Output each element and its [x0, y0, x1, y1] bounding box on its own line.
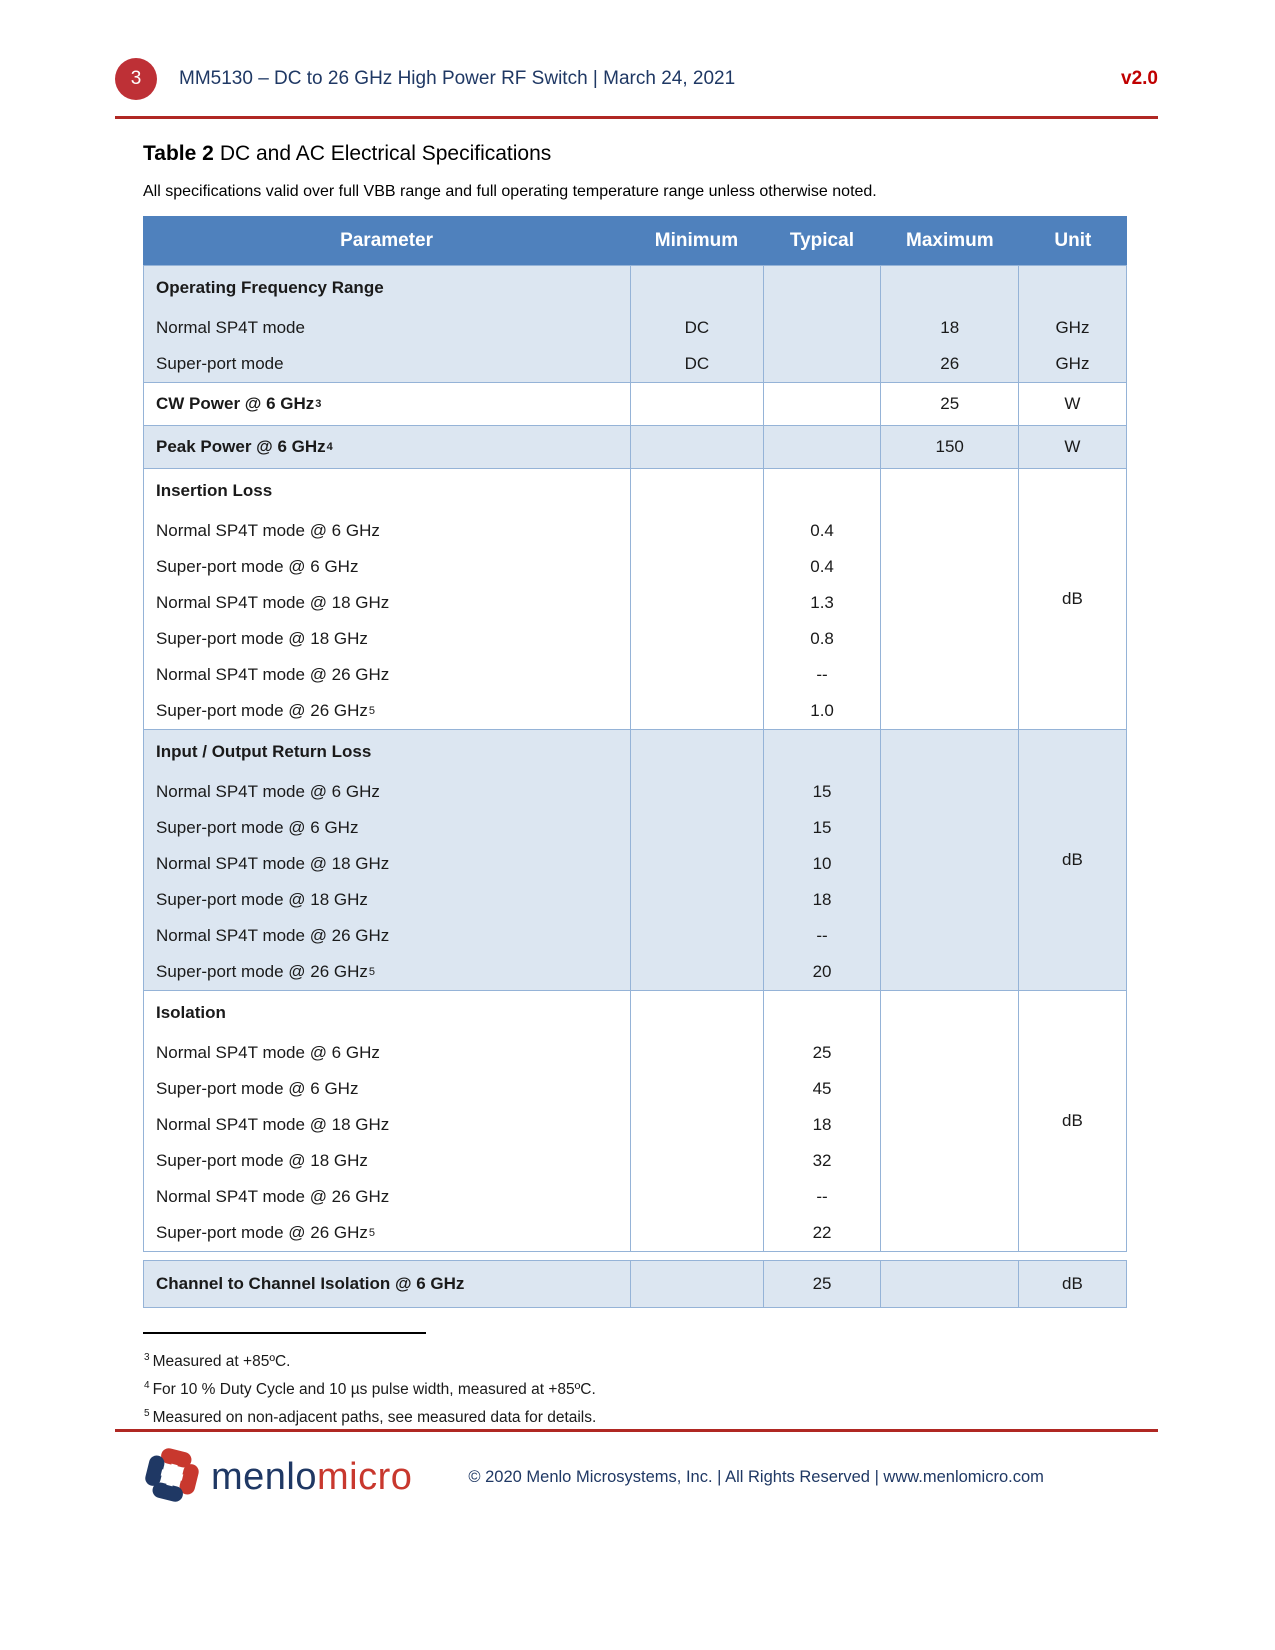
- unit-column: [1018, 991, 1126, 1251]
- parameter-column: [144, 266, 630, 382]
- param-label: [144, 621, 630, 657]
- param-text: Super-port mode @ 6 GHz: [156, 557, 359, 576]
- param-text: Normal SP4T mode @ 26 GHz: [156, 926, 390, 945]
- param-text: Normal SP4T mode @ 26 GHz: [156, 1187, 390, 1206]
- empty-cell: [764, 469, 881, 513]
- typical-value: 18: [812, 890, 832, 909]
- empty-cell: [881, 266, 1017, 310]
- param-label: [144, 346, 630, 382]
- section-insertion-loss: [143, 468, 1127, 730]
- menlo-micro-wordmark: [211, 1456, 412, 1499]
- maximum-value: [880, 1261, 1017, 1307]
- typical-column: [763, 469, 881, 729]
- typical-value: --: [816, 926, 828, 945]
- typical-value: 10: [812, 854, 832, 873]
- minimum-column: [630, 266, 763, 382]
- section-heading-text: Isolation: [156, 1003, 226, 1022]
- param-label: Peak Power @ 6 GHz 4: [156, 437, 333, 456]
- param-label: [144, 310, 630, 346]
- section-isolation: [143, 990, 1127, 1252]
- maximum-value: 18: [940, 318, 960, 337]
- table-title-label: Table 2: [143, 142, 214, 165]
- col-header-typical: Typical: [789, 230, 854, 251]
- param-label: [144, 918, 630, 954]
- param-text: Super-port mode @ 6 GHz: [156, 818, 359, 837]
- param-label: [144, 1071, 630, 1107]
- version-label: v2.0: [1121, 68, 1158, 89]
- param-label: [144, 1179, 630, 1215]
- param-text: Super-port mode: [156, 354, 284, 373]
- unit-column: [1018, 730, 1126, 990]
- unit-value: dB: [1018, 1261, 1126, 1307]
- typical-value: 22: [812, 1223, 832, 1242]
- empty-cell: [631, 266, 763, 310]
- table-subtitle: All specifications valid over full VBB range and full operating temperature range unless otherwise noted.: [143, 183, 877, 200]
- section-operating-frequency-range: [143, 265, 1127, 383]
- footnote-rule: [143, 1332, 426, 1334]
- table-title: [143, 142, 551, 166]
- param-text: Super-port mode @ 18 GHz: [156, 629, 368, 648]
- param-label: [144, 549, 630, 585]
- footnote-4: [143, 1376, 1043, 1404]
- typical-value: 0.4: [810, 557, 834, 576]
- typical-value: 25: [812, 1043, 832, 1062]
- typical-value: 0.8: [810, 629, 834, 648]
- typical-value: [763, 426, 881, 468]
- param-label: [144, 1035, 630, 1071]
- param-label: [144, 882, 630, 918]
- param-text: Normal SP4T mode @ 6 GHz: [156, 782, 380, 801]
- section-heading-text: Operating Frequency Range: [156, 278, 384, 297]
- param-label: [144, 657, 630, 693]
- page-footer: [143, 1446, 1127, 1509]
- param-text: Normal SP4T mode @ 18 GHz: [156, 593, 390, 612]
- typical-value: --: [816, 665, 828, 684]
- param-text: Channel to Channel Isolation @ 6 GHz: [156, 1274, 465, 1293]
- typical-value: 0.4: [810, 521, 834, 540]
- page-number-badge: 3: [115, 58, 157, 100]
- param-text: Normal SP4T mode @ 6 GHz: [156, 1043, 380, 1062]
- param-label: [144, 810, 630, 846]
- copyright-text: © 2020 Menlo Microsystems, Inc. | All Rights Reserved | www.menlomicro.com: [468, 1468, 1044, 1486]
- param-text: Normal SP4T mode: [156, 318, 305, 337]
- unit-value: GHz: [1055, 318, 1090, 337]
- unit-value: GHz: [1055, 354, 1090, 373]
- minimum-column: [630, 991, 763, 1251]
- footnotes: [143, 1332, 1043, 1432]
- section-heading: [144, 266, 630, 310]
- param-label: [144, 585, 630, 621]
- param-label: CW Power @ 6 GHz 3: [156, 394, 322, 413]
- maximum-value: 25: [880, 383, 1017, 425]
- param-text: Peak Power @ 6 GHz: [156, 437, 326, 456]
- footnote-marker: 4: [144, 1379, 150, 1391]
- typical-value: 18: [812, 1115, 832, 1134]
- section-heading: [144, 469, 630, 513]
- footnote-3: [143, 1348, 1043, 1376]
- parameter-column: [144, 469, 630, 729]
- typical-column: [763, 266, 881, 382]
- empty-cell: [1019, 266, 1126, 310]
- row-cw-power: [143, 382, 1127, 426]
- typical-value: 45: [812, 1079, 832, 1098]
- param-label: [144, 1143, 630, 1179]
- param-text: Super-port mode @ 6 GHz: [156, 1079, 359, 1098]
- section-heading-text: Input / Output Return Loss: [156, 742, 372, 761]
- typical-value: 1.0: [810, 701, 834, 720]
- row-peak-power: [143, 425, 1127, 469]
- typical-value: [763, 383, 881, 425]
- empty-cell: [764, 730, 881, 774]
- table-header-row: [143, 216, 1127, 266]
- maximum-column: [880, 991, 1017, 1251]
- minimum-column: [630, 730, 763, 990]
- menlo-micro-logo-icon: [143, 1446, 201, 1509]
- footnote-text: Measured on non-adjacent paths, see measured data for details.: [152, 1409, 597, 1426]
- table-title-text: DC and AC Electrical Specifications: [219, 142, 552, 165]
- col-header-maximum: Maximum: [906, 230, 994, 251]
- typical-value: 1.3: [810, 593, 834, 612]
- document-title: MM5130 – DC to 26 GHz High Power RF Switch | March 24, 2021: [179, 68, 736, 89]
- minimum-value: DC: [684, 318, 710, 337]
- section-heading: [144, 991, 630, 1035]
- section-return-loss: [143, 729, 1127, 991]
- typical-column: [763, 991, 881, 1251]
- col-header-parameter: Parameter: [340, 230, 434, 251]
- minimum-value: DC: [684, 354, 710, 373]
- footer-rule: [115, 1429, 1158, 1432]
- wordmark-micro: micro: [317, 1456, 413, 1498]
- footnote-5: [143, 1404, 1043, 1432]
- param-text: Normal SP4T mode @ 6 GHz: [156, 521, 380, 540]
- header-rule: [115, 116, 1158, 119]
- col-header-minimum: Minimum: [654, 230, 739, 251]
- unit-value: W: [1018, 383, 1126, 425]
- maximum-column: [880, 266, 1017, 382]
- parameter-column: [144, 991, 630, 1251]
- minimum-column: [630, 469, 763, 729]
- minimum-value: [630, 383, 763, 425]
- typical-column: [763, 730, 881, 990]
- unit-value: dB: [1062, 1111, 1083, 1130]
- param-text: Normal SP4T mode @ 26 GHz: [156, 665, 390, 684]
- wordmark-menlo: menlo: [211, 1456, 317, 1498]
- maximum-value: 150: [880, 426, 1017, 468]
- maximum-column: [880, 469, 1017, 729]
- param-text: Super-port mode @ 26 GHz: [156, 962, 368, 981]
- typical-value: 32: [812, 1151, 832, 1170]
- typical-value: 25: [763, 1261, 881, 1307]
- unit-column: [1018, 266, 1126, 382]
- footnote-text: Measured at +85ºC.: [152, 1353, 291, 1370]
- parameter-column: [144, 730, 630, 990]
- maximum-value: 26: [940, 354, 960, 373]
- param-text: Super-port mode @ 26 GHz: [156, 1223, 368, 1242]
- param-label: [144, 513, 630, 549]
- unit-value: dB: [1062, 850, 1083, 869]
- param-text: Super-port mode @ 26 GHz: [156, 701, 368, 720]
- param-label: Super-port mode @ 26 GHz 5: [156, 701, 376, 720]
- param-text: Normal SP4T mode @ 18 GHz: [156, 854, 390, 873]
- unit-value: dB: [1062, 589, 1083, 608]
- empty-cell: [764, 991, 881, 1035]
- typical-value: --: [816, 1187, 828, 1206]
- param-label: [144, 774, 630, 810]
- minimum-value: [630, 426, 763, 468]
- maximum-column: [880, 730, 1017, 990]
- param-label: [144, 1261, 630, 1307]
- unit-column: [1018, 469, 1126, 729]
- section-heading: [144, 730, 630, 774]
- col-header-unit: Unit: [1054, 230, 1092, 251]
- typical-value: 15: [812, 818, 832, 837]
- param-label: [144, 1107, 630, 1143]
- param-label: Super-port mode @ 26 GHz 5: [156, 962, 376, 981]
- param-text: Normal SP4T mode @ 18 GHz: [156, 1115, 390, 1134]
- param-text: Super-port mode @ 18 GHz: [156, 890, 368, 909]
- footnote-marker: 3: [144, 1351, 150, 1363]
- footnote-text: For 10 % Duty Cycle and 10 µs pulse width, measured at +85ºC.: [152, 1381, 596, 1398]
- page-header: [115, 58, 1158, 100]
- param-text: Super-port mode @ 18 GHz: [156, 1151, 368, 1170]
- minimum-value: [630, 1261, 763, 1307]
- unit-value: W: [1018, 426, 1126, 468]
- row-channel-isolation: [143, 1260, 1127, 1308]
- param-label: [144, 846, 630, 882]
- section-heading-text: Insertion Loss: [156, 481, 273, 500]
- param-text: CW Power @ 6 GHz: [156, 394, 315, 413]
- typical-value: 20: [812, 962, 832, 981]
- footnote-marker: 5: [144, 1407, 150, 1419]
- spec-table: [143, 216, 1127, 1308]
- param-label: Super-port mode @ 26 GHz 5: [156, 1223, 376, 1242]
- typical-value: 15: [812, 782, 832, 801]
